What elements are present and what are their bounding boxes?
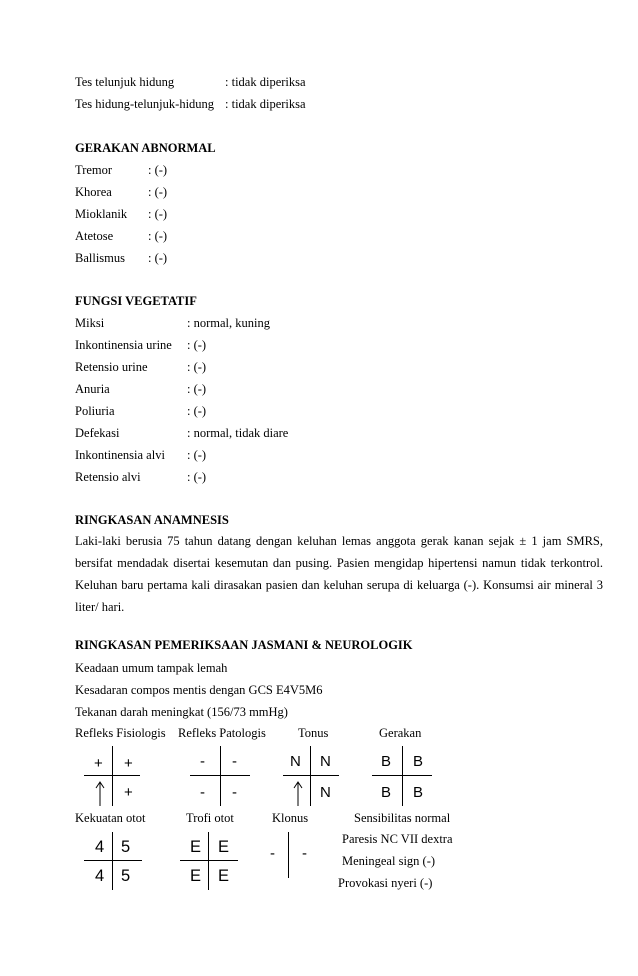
tonus-divider-v xyxy=(310,746,311,806)
gerakan-divider-v xyxy=(402,746,403,806)
tes-telunjuk-hidung-label: Tes telunjuk hidung xyxy=(75,75,175,89)
ballismus-value: : (-) xyxy=(148,251,168,265)
tes-hidung-telunjuk-hidung-label: Tes hidung-telunjuk-hidung xyxy=(75,97,215,111)
anuria-value: : (-) xyxy=(187,382,207,396)
tonus-label: Tonus xyxy=(298,726,329,740)
poliuria-value: : (-) xyxy=(187,404,207,418)
ringkasan-pemeriksaan-heading: RINGKASAN PEMERIKSAAN JASMANI & NEUROLOGIK xyxy=(75,638,413,652)
ringkasan-anamnesis-heading: RINGKASAN ANAMNESIS xyxy=(75,513,229,527)
refleks-patologis-bottom-right: - xyxy=(232,784,237,801)
trofi-otot-divider-h xyxy=(180,860,238,861)
fungsi-vegetatif-heading: FUNGSI VEGETATIF xyxy=(75,294,197,308)
refleks-fisiologis-top-right: + xyxy=(124,755,133,772)
defekasi-value: : normal, tidak diare xyxy=(187,426,289,440)
tes-hidung-telunjuk-hidung-value: : tidak diperiksa xyxy=(225,97,306,111)
gerakan-bottom-right: B xyxy=(413,784,424,801)
trofi-otot-label: Trofi otot xyxy=(186,811,234,825)
klonus-right: - xyxy=(302,845,307,862)
tekanan-darah-line: Tekanan darah meningkat (156/73 mmHg) xyxy=(75,705,288,719)
klonus-label: Klonus xyxy=(272,811,309,825)
gerakan-label: Gerakan xyxy=(379,726,422,740)
khorea-value: : (-) xyxy=(148,185,168,199)
provokasi-nyeri-line: Provokasi nyeri (-) xyxy=(338,876,433,890)
refleks-patologis-divider-v xyxy=(220,746,221,806)
mioklanik-value: : (-) xyxy=(148,207,168,221)
paresis-nc-vii-line: Paresis NC VII dextra xyxy=(342,832,453,846)
refleks-fisiologis-label: Refleks Fisiologis xyxy=(75,726,166,740)
inkontinensia-urine-label: Inkontinensia urine xyxy=(75,338,172,352)
sensibilitas-label: Sensibilitas normal xyxy=(354,811,451,825)
kekuatan-otot-divider-v xyxy=(112,832,113,890)
arrow-up-icon xyxy=(94,780,106,806)
tonus-top-right: N xyxy=(320,753,331,770)
miksi-label: Miksi xyxy=(75,316,105,330)
trofi-otot-top-right: E xyxy=(218,838,230,856)
gerakan-top-left: B xyxy=(381,753,392,770)
ringkasan-anamnesis-text: Laki-laki berusia 75 tahun datang dengan keluhan lemas anggota gerak kanan sejak ± 1 jam SMRS, bersifat mendadak disertai kesemutan dan pusing. Pasien mengidap hipertensi namun tidak terkontrol. Keluhan baru pertama kali dirasakan pasien dan keluhan serupa di keluarga (-). Konsumsi air mineral 3 liter/ hari. xyxy=(75,534,603,614)
kekuatan-otot-label: Kekuatan otot xyxy=(75,811,146,825)
kesadaran-line: Kesadaran compos mentis dengan GCS E4V5M6 xyxy=(75,683,323,697)
retensio-urine-value: : (-) xyxy=(187,360,207,374)
refleks-patologis-bottom-left: - xyxy=(200,784,205,801)
refleks-patologis-divider-h xyxy=(190,775,250,776)
tremor-label: Tremor xyxy=(75,163,113,177)
trofi-otot-top-left: E xyxy=(190,838,202,856)
keadaan-umum-line: Keadaan umum tampak lemah xyxy=(75,661,228,675)
kekuatan-otot-top-right: 5 xyxy=(121,838,131,856)
poliuria-label: Poliuria xyxy=(75,404,115,418)
refleks-fisiologis-bottom-right: + xyxy=(124,784,133,801)
refleks-patologis-top-left: - xyxy=(200,753,205,770)
atetose-label: Atetose xyxy=(75,229,114,243)
retensio-urine-label: Retensio urine xyxy=(75,360,148,374)
miksi-value: : normal, kuning xyxy=(187,316,270,330)
trofi-otot-bottom-left: E xyxy=(190,867,202,885)
gerakan-bottom-left: B xyxy=(381,784,392,801)
khorea-label: Khorea xyxy=(75,185,112,199)
kekuatan-otot-bottom-left: 4 xyxy=(95,867,105,885)
retensio-alvi-value: : (-) xyxy=(187,470,207,484)
tes-telunjuk-hidung-value: : tidak diperiksa xyxy=(225,75,306,89)
refleks-patologis-top-right: - xyxy=(232,753,237,770)
tremor-value: : (-) xyxy=(148,163,168,177)
gerakan-top-right: B xyxy=(413,753,424,770)
klonus-divider-v xyxy=(288,832,289,878)
mioklanik-label: Mioklanik xyxy=(75,207,128,221)
trofi-otot-divider-v xyxy=(208,832,209,890)
defekasi-label: Defekasi xyxy=(75,426,120,440)
meningeal-sign-line: Meningeal sign (-) xyxy=(342,854,436,868)
arrow-up-icon xyxy=(292,780,304,806)
inkontinensia-alvi-label: Inkontinensia alvi xyxy=(75,448,165,462)
anuria-label: Anuria xyxy=(75,382,110,396)
refleks-patologis-label: Refleks Patologis xyxy=(178,726,266,740)
kekuatan-otot-top-left: 4 xyxy=(95,838,105,856)
klonus-left: - xyxy=(270,845,275,862)
refleks-fisiologis-divider-h xyxy=(84,775,140,776)
gerakan-abnormal-heading: GERAKAN ABNORMAL xyxy=(75,141,216,155)
tonus-bottom-right: N xyxy=(320,784,331,801)
inkontinensia-urine-value: : (-) xyxy=(187,338,207,352)
ballismus-label: Ballismus xyxy=(75,251,126,265)
tonus-divider-h xyxy=(283,775,339,776)
retensio-alvi-label: Retensio alvi xyxy=(75,470,141,484)
refleks-fisiologis-top-left: + xyxy=(94,755,103,772)
trofi-otot-bottom-right: E xyxy=(218,867,230,885)
kekuatan-otot-divider-h xyxy=(84,860,142,861)
inkontinensia-alvi-value: : (-) xyxy=(187,448,207,462)
gerakan-divider-h xyxy=(372,775,432,776)
kekuatan-otot-bottom-right: 5 xyxy=(121,867,131,885)
refleks-fisiologis-divider-v xyxy=(112,746,113,806)
atetose-value: : (-) xyxy=(148,229,168,243)
tonus-top-left: N xyxy=(290,753,301,770)
